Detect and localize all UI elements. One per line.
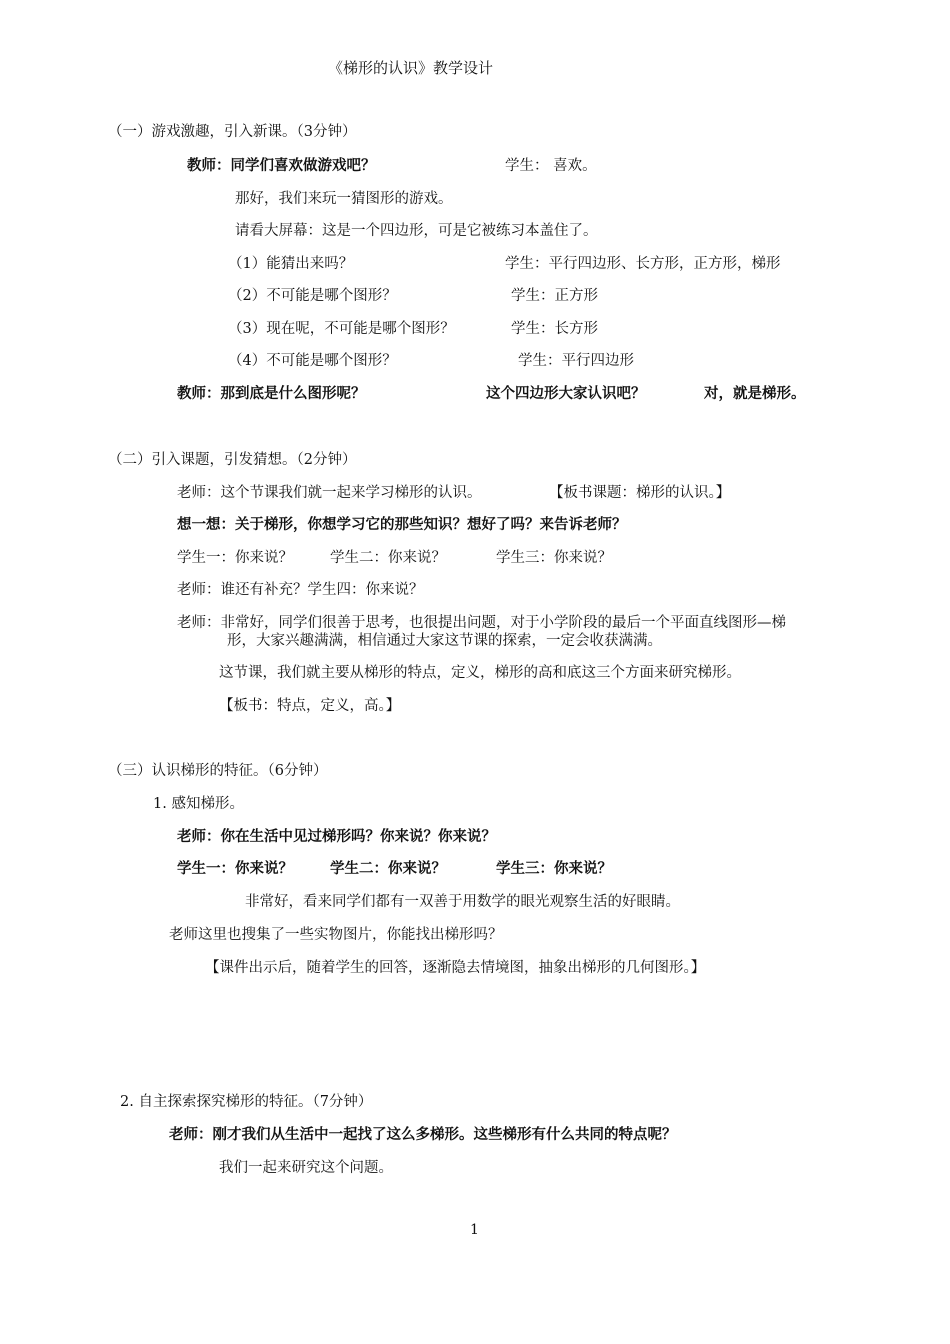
paragraph-line: 这节课，我们就主要从梯形的特点，定义，梯形的高和底这三个方面来研究梯形。 xyxy=(219,665,741,681)
answer-item: 学生：平行四边形、长方形，正方形，梯形 xyxy=(505,256,781,272)
teacher-line-cont: 形，大家兴趣满满，相信通过大家这节课的探索，一定会收获满满。 xyxy=(227,633,662,649)
section-1-heading: （一）游戏激趣，引入新课。（3分钟） xyxy=(108,124,357,140)
question-item: （3）现在呢，不可能是哪个图形？ xyxy=(228,321,455,337)
paragraph-line: 那好，我们来玩一猜图形的游戏。 xyxy=(235,191,453,207)
question-item: （1）能猜出来吗？ xyxy=(228,256,354,272)
answer-item: 学生：长方形 xyxy=(511,321,598,337)
page-number: 1 xyxy=(470,1222,479,1238)
teacher-conclusion: 这个四边形大家认识吧？ xyxy=(486,385,646,402)
section-3-heading: （三）认识梯形的特征。（6分钟） xyxy=(108,763,328,779)
teacher-line: 老师：谁还有补充？学生四：你来说？ xyxy=(177,582,424,598)
teacher-question: 老师：刚才我们从生活中一起找了这么多梯形。这些梯形有什么共同的特点呢？ xyxy=(169,1126,677,1143)
student-line: 学生一：你来说？ xyxy=(177,860,293,877)
teacher-question: 教师：同学们喜欢做游戏吧？ xyxy=(187,157,376,174)
paragraph-line: 我们一起来研究这个问题。 xyxy=(219,1160,393,1176)
board-note: 【板书课题：梯形的认识。】 xyxy=(549,485,731,501)
student-line: 学生二：你来说？ xyxy=(330,860,446,877)
teacher-line: 老师：非常好，同学们很善于思考，也很提出问题，对于小学阶段的最后一个平面直线图形—梯 xyxy=(177,615,786,631)
student-line: 学生二：你来说？ xyxy=(330,550,446,566)
student-answer: 学生： 喜欢。 xyxy=(505,158,597,174)
teacher-conclusion: 教师：那到底是什么图形呢？ xyxy=(177,385,366,402)
question-item: （4）不可能是哪个图形？ xyxy=(228,353,397,369)
board-note: 【板书：特点，定义，高。】 xyxy=(219,698,401,714)
page-title: 《梯形的认识》教学设计 xyxy=(328,59,494,77)
paragraph-line: 老师这里也搜集了一些实物图片，你能找出梯形吗？ xyxy=(169,927,503,943)
student-line: 学生三：你来说？ xyxy=(496,860,612,877)
teacher-question: 老师：你在生活中见过梯形吗？你来说？你来说？ xyxy=(177,828,496,845)
paragraph-line: 请看大屏幕：这是一个四边形，可是它被练习本盖住了。 xyxy=(235,223,598,239)
think-prompt: 想一想：关于梯形，你想学习它的那些知识？想好了吗？来告诉老师？ xyxy=(177,516,627,533)
question-item: （2）不可能是哪个图形？ xyxy=(228,288,397,304)
teacher-line: 老师：这个节课我们就一起来学习梯形的认识。 xyxy=(177,485,482,501)
courseware-note: 【课件出示后，随着学生的回答，逐渐隐去情境图，抽象出梯形的几何图形。】 xyxy=(205,960,706,976)
student-line: 学生三：你来说？ xyxy=(496,550,612,566)
teacher-conclusion: 对，就是梯形。 xyxy=(704,385,806,402)
student-line: 学生一：你来说？ xyxy=(177,550,293,566)
answer-item: 学生：正方形 xyxy=(511,288,598,304)
subsection-heading: 2. 自主探索探究梯形的特征。（7分钟） xyxy=(120,1094,373,1110)
answer-item: 学生：平行四边形 xyxy=(518,353,634,369)
subsection-heading: 1. 感知梯形。 xyxy=(153,796,244,812)
paragraph-line: 非常好，看来同学们都有一双善于用数学的眼光观察生活的好眼睛。 xyxy=(245,894,680,910)
section-2-heading: （二）引入课题，引发猜想。（2分钟） xyxy=(108,452,357,468)
